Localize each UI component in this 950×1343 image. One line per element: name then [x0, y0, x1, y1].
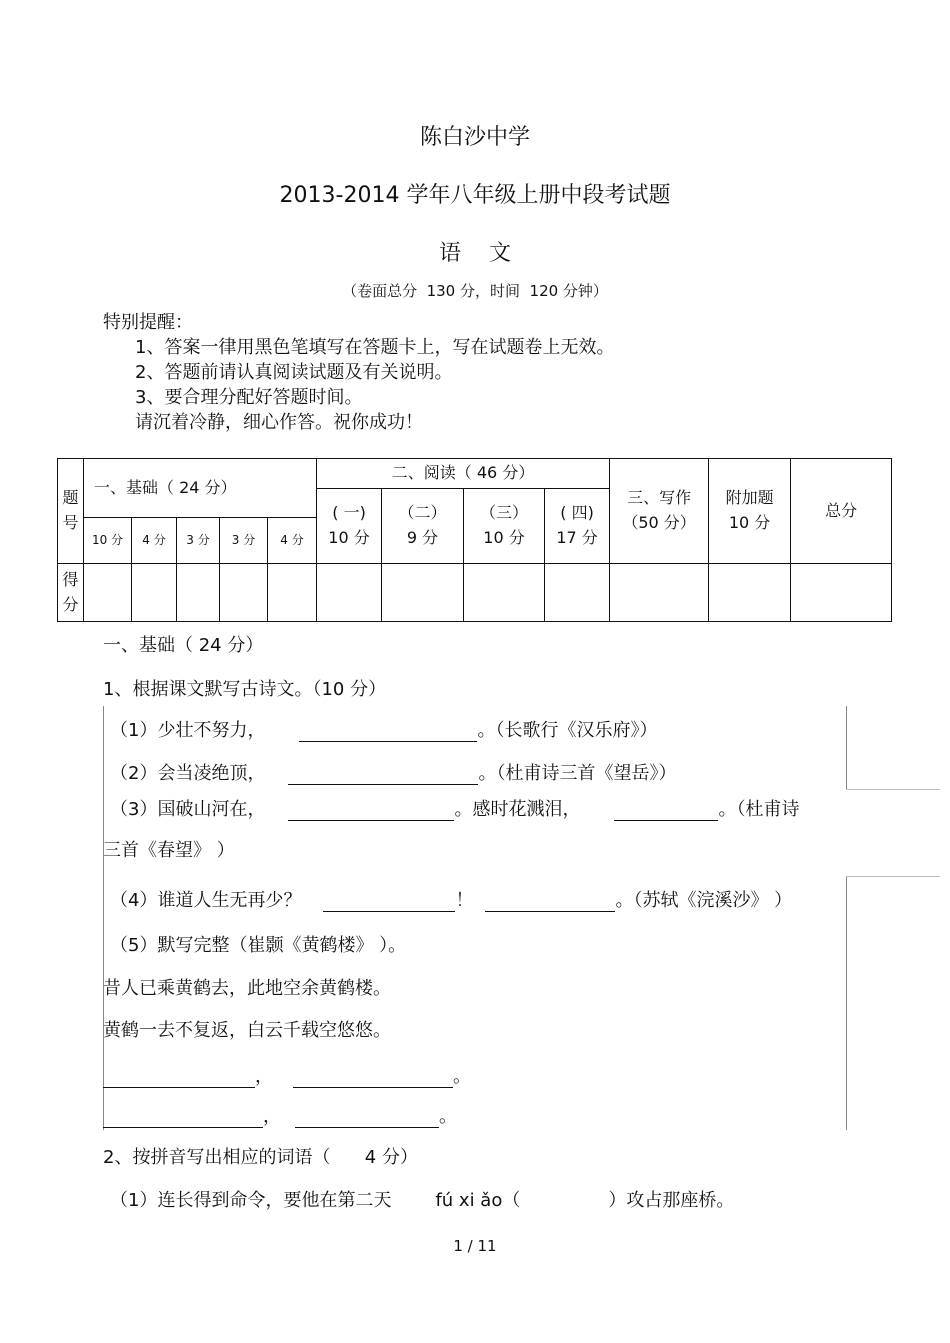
- answer-blank[interactable]: [293, 1069, 453, 1088]
- answer-blank[interactable]: [288, 766, 478, 785]
- pinyin: fú xi ǎo（: [435, 1190, 521, 1211]
- frame-line: [846, 876, 847, 1130]
- q1-item-2: （2）会当凌绝顶， 。（杜甫诗三首《望岳》）: [110, 763, 677, 784]
- yuedu-part-1: ( 一) 10 分: [317, 489, 382, 564]
- school-name: 陈白沙中学: [419, 125, 530, 150]
- section-heading: 一、基础（ 24 分）: [103, 635, 264, 656]
- xiezuo-header: 三、写作 （50 分）: [610, 459, 709, 564]
- answer-blank[interactable]: [103, 1069, 255, 1088]
- score-cell: [177, 564, 220, 622]
- reminder-closing: 请沉着冷静，细心作答。祝你成功！: [135, 412, 423, 433]
- score-cell: [709, 564, 791, 622]
- frame-line: [846, 876, 940, 877]
- defen-cell: 得 分: [58, 564, 84, 622]
- q1-item-5: （5）默写完整（崔颢《黄鹤楼》 ）。: [110, 935, 407, 956]
- answer-blank[interactable]: [103, 1109, 263, 1128]
- score-cell: [610, 564, 709, 622]
- jichu-part-3: 3 分: [177, 518, 220, 564]
- score-cell: [545, 564, 610, 622]
- jichu-part-2: 4 分: [132, 518, 177, 564]
- exam-title: 2013-2014 学年八年级上册中段考试题: [279, 183, 671, 208]
- score-cell: [791, 564, 892, 622]
- poem-blank-line-1: ， 。: [103, 1062, 471, 1088]
- poem-line-2: 黄鹤一去不复返，白云千载空悠悠。: [103, 1020, 391, 1041]
- answer-blank[interactable]: [299, 723, 477, 742]
- answer-blank[interactable]: [485, 893, 615, 912]
- answer-blank[interactable]: [614, 802, 718, 821]
- score-cell: [317, 564, 382, 622]
- score-cell: [382, 564, 464, 622]
- page-number: 1 / 11: [453, 1237, 497, 1255]
- question-2: 2、按拼音写出相应的词语（ 4 分）: [103, 1147, 418, 1168]
- q1-item-3-cont: 三首《春望》 ）: [103, 840, 235, 861]
- zongfen-header: 总分: [791, 459, 892, 564]
- score-cell: [464, 564, 545, 622]
- score-cell: [268, 564, 317, 622]
- q1-item-1: （1）少壮不努力， 。（长歌行《汉乐府》）: [110, 720, 658, 741]
- poem-line-1: 昔人已乘黄鹤去，此地空余黄鹤楼。: [103, 978, 391, 999]
- tihao-cell: 题 号: [58, 459, 84, 564]
- jichu-part-4: 3 分: [220, 518, 268, 564]
- score-table: [57, 458, 892, 622]
- exam-info: （卷面总分 130 分，时间 120 分钟）: [342, 282, 608, 300]
- yuedu-part-3: （三） 10 分: [464, 489, 545, 564]
- answer-blank[interactable]: [295, 1109, 439, 1128]
- reminder-item: 1、答案一律用黑色笔填写在答题卡上，写在试题卷上无效。: [135, 337, 615, 358]
- score-cell: [220, 564, 268, 622]
- poem-blank-line-2: ， 。: [103, 1102, 457, 1128]
- q1-item-4: （4）谁道人生无再少？ ！ 。（苏轼《浣溪沙》 ）: [110, 890, 793, 911]
- jichu-part-1: 10 分: [84, 518, 132, 564]
- question-1: 1、根据课文默写古诗文。（10 分）: [103, 679, 387, 700]
- subject-title: 语 文: [439, 241, 511, 266]
- reminder-item: 3、要合理分配好答题时间。: [135, 387, 363, 408]
- yuedu-header: 二、阅读（ 46 分）: [317, 459, 610, 489]
- frame-line: [846, 706, 847, 790]
- jichu-part-5: 4 分: [268, 518, 317, 564]
- yuedu-part-2: （二） 9 分: [382, 489, 464, 564]
- yuedu-part-4: ( 四) 17 分: [545, 489, 610, 564]
- q1-item-3: （3）国破山河在， 。感时花溅泪， 。（杜甫诗: [110, 799, 800, 820]
- frame-line: [846, 789, 940, 790]
- score-cell: [84, 564, 132, 622]
- score-cell: [132, 564, 177, 622]
- reminder-item: 2、答题前请认真阅读试题及有关说明。: [135, 362, 453, 383]
- jichu-header: 一、基础（ 24 分）: [84, 459, 317, 518]
- fujia-header: 附加题 10 分: [709, 459, 791, 564]
- reminder-label: 特别提醒：: [103, 312, 193, 333]
- answer-blank[interactable]: [288, 802, 454, 821]
- answer-blank[interactable]: [323, 893, 455, 912]
- q2-item-1: （1）连长得到命令，要他在第二天 fú xi ǎo（ ）攻占那座桥。: [110, 1190, 735, 1211]
